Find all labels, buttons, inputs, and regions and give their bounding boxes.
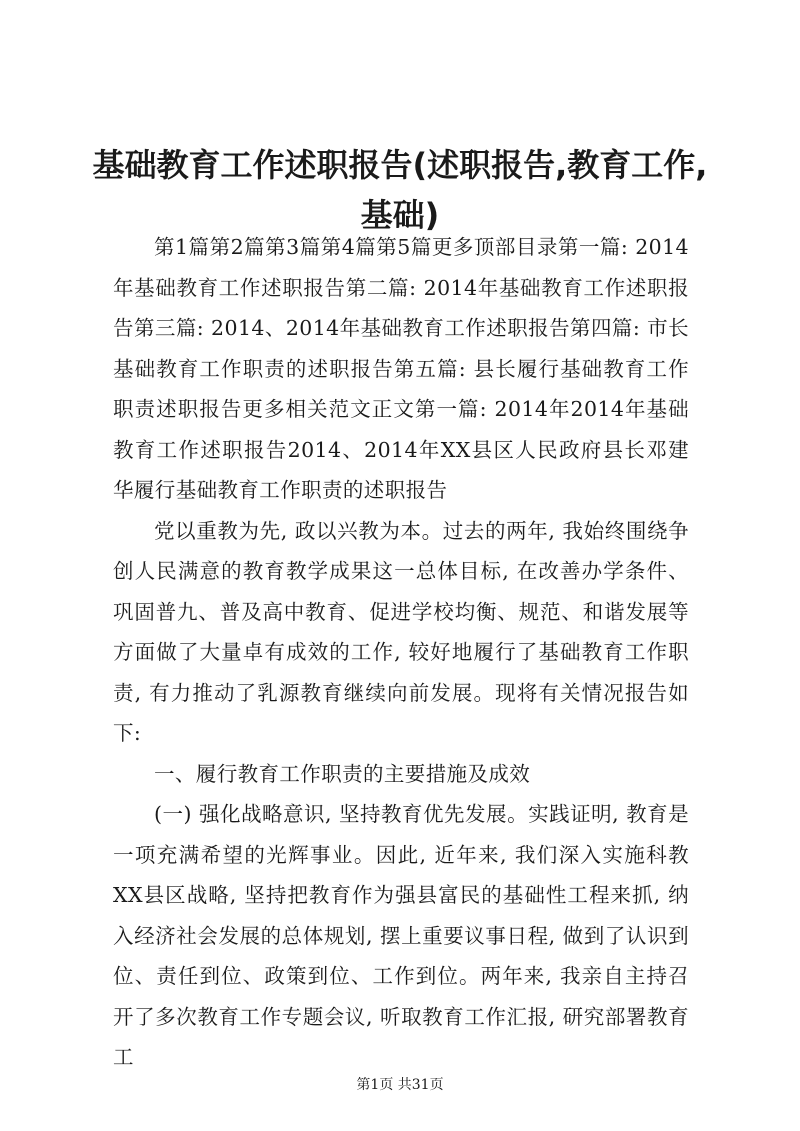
page-footer: 第1页 共31页 [356, 1077, 444, 1093]
paragraph-intro: 党以重教为先, 政以兴教为本。过去的两年, 我始终围绕争创人民满意的教育教学成果这一总体目标, 在改善办学条件、巩固普九、普及高中教育、促进学校均衡、规范、和谐发展等方面做了大量卓有成效的工作, 较好地履行了基础教育工作职责, 有力推动了乳源教育继续向前发展。现将有关情况报告如下: [113, 518, 689, 745]
document-title: 基础教育工作述职报告(述职报告,教育工作,基础) [92, 146, 708, 234]
paragraph-toc: 第1篇第2篇第3篇第4篇第5篇更多顶部目录第一篇: 2014年基础教育工作述职报告第二篇: 2014年基础教育工作述职报告第三篇: 2014、2014年基础教育工作述职报告第四篇: 市长基础教育工作职责的述职报告第五篇: 县长履行基础教育工作职责述职报告更多相关范文正文第一篇: 2014年2014年基础教育工作述职报告2014、2014年XX县区人民政府县长邓建华履行基础教育工作职责的述职报告 [113, 235, 689, 502]
section-heading: 一、履行教育工作职责的主要措施及成效 [154, 761, 531, 786]
document-body [113, 227, 689, 1078]
paragraph-section-1: (一) 强化战略意识, 坚持教育优先发展。实践证明, 教育是一项充满希望的光辉事业。因此, 近年来, 我们深入实施科教XX县区战略, 坚持把教育作为强县富民的基础性工程来抓, 纳入经济社会发展的总体规划, 摆上重要议事日程, 做到了认识到位、责任到位、政策到位、工作到位。两年来, 我亲自主持召开了多次教育工作专题会议, 听取教育工作汇报, 研究部署教育工 [113, 802, 689, 1069]
